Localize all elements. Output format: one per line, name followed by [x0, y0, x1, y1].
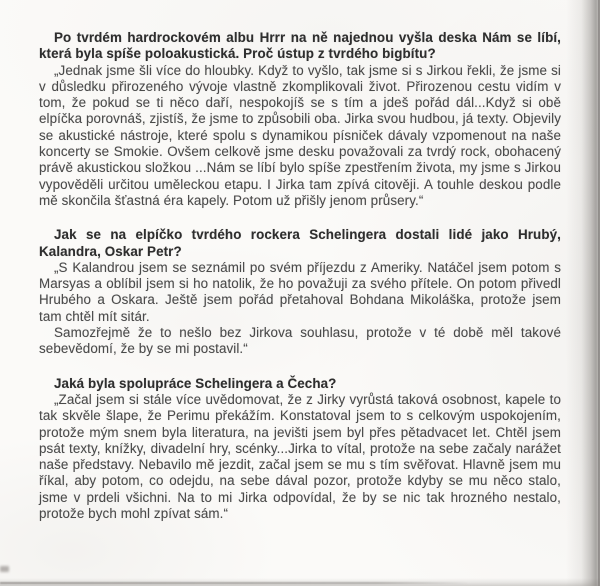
interview-answer-paragraph: „Začal jsem si stále více uvědomovat, že z Jirky vyrůstá taková osobnost, kapele to tak skvěle šlape, že Perimu překážím. Konstatoval jsem to s celkovým uspokojením, protože mým snem byla literatura, na jevišti jsem byl přes pětadvacet let. Chtěl jsem psát texty, knížky, divadelní hry, scénky...Jirka to vítal, protože na sebe začaly narážet naše představy. Nebavilo mě jezdit, začal jsem se mu s tím svěřovat. Hlavně jsem mu říkal, aby potom, co odejdu, na sebe dával pozor, protože kdyby se mu něco stalo, jsme v prdeli všichni. Na to mi Jirka odpovídal, že by se nic tak hrozného nestalo, protože bych mohl zpívat sám.“	[39, 391, 561, 522]
interview-answer-paragraph: „Jednak jsme šli více do hloubky. Když to vyšlo, tak jsme si s Jirkou řekli, že jsme si v důsledku přirozeného vývoje vlastně zkomplikovali život. Přirozenou cestu vidím v tom, že pokud se ti něco daří, nespokojíš se s tím a jdeš pořád dál...Když si obě elpíčka porovnáš, zjistíš, že jsme to způsobili oba. Jirka svou hudbou, já texty. Objevily se akustické nástroje, které spolu s dynamikou písniček dávaly vzpomenout na naše koncerty se Smokie. Ovšem celkově jsme desku považovali za tvrdý rock, obohacený právě akustickou složkou ...Nám se líbí bylo spíše zpestřením života, my jsme s Jirkou vypověděli určitou uměleckou etapu. I Jirka tam zpívá citověji. A touhle deskou podle mě skončila šťastná éra kapely. Potom už přišly jenom průsery.“	[39, 62, 561, 208]
interview-question: Jak se na elpíčko tvrdého rockera Schelingera dostali lidé jako Hrubý, Kalandra, Oskar Petr?	[39, 227, 561, 259]
page-edge-line-bottom	[0, 582, 470, 584]
interview-answer-paragraph: Samozřejmě že to nešlo bez Jirkova souhlasu, protože v té době měl takové sebevědomí, že by se mi postavil.“	[39, 325, 561, 357]
scan-artifact-smudge	[0, 566, 9, 572]
interview-text-block	[39, 30, 561, 522]
interview-section-3	[39, 376, 561, 523]
interview-section-1	[39, 30, 561, 209]
interview-question: Po tvrdém hardrockovém albu Hrrr na ně najednou vyšla deska Nám se líbí, která byla spíše poloakustická. Proč ústup z tvrdého bigbítu?	[39, 30, 561, 62]
page-edge-shadow-right	[566, 0, 600, 586]
interview-question: Jaká byla spolupráce Schelingera a Čecha?	[54, 375, 337, 391]
interview-answer-paragraph: „S Kalandrou jsem se seznámil po svém příjezdu z Ameriky. Natáčel jsem potom s Marsyas a oblíbil jsem si ho natolik, že ho považuji za svého přítele. On potom přivedl Hrubého a Oskara. Ještě jsem pořád přetahoval Bohdana Mikoláška, protože jsem tam chtěl mít sitár.	[39, 259, 561, 324]
interview-section-2	[39, 227, 561, 357]
